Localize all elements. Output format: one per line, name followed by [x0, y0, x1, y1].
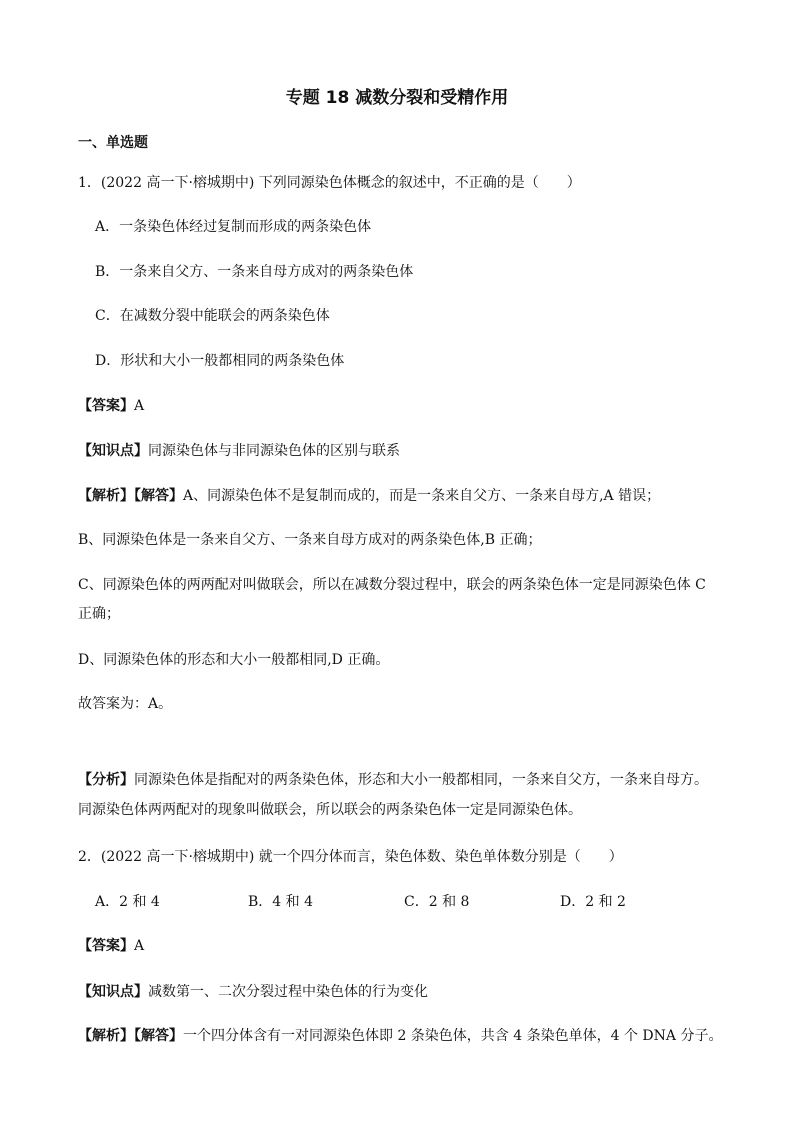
knowledge-text: 减数第一、二次分裂过程中染色体的行为变化: [148, 984, 428, 1000]
knowledge-text: 同源染色体与非同源染色体的区别与联系: [148, 443, 400, 459]
question-1-option-d: D．形状和大小一般都相同的两条染色体: [95, 353, 345, 369]
question-1-option-b: B．一条来自父方、一条来自母方成对的两条染色体: [95, 264, 414, 280]
analysis-line: D、同源染色体的形态和大小一般都相同,D 正确。: [78, 652, 390, 668]
fenxi-tag: 【分析】: [78, 772, 134, 788]
question-1-option-a: A．一条染色体经过复制而形成的两条染色体: [95, 219, 372, 235]
analysis-line: A、同源染色体不是复制而成的，而是一条来自父方、一条来自母方,A 错误；: [183, 488, 661, 504]
question-1-answer: [78, 396, 728, 416]
question-1-stem: 1．(2022 高一下·榕城期中) 下列同源染色体概念的叙述中，不正确的是（ ）: [78, 175, 581, 191]
question-2-option-c: C．2 和 8: [404, 894, 470, 910]
analysis-tag: 【解析】【解答】: [78, 1028, 183, 1044]
knowledge-tag: 【知识点】: [78, 443, 148, 459]
answer-value: A: [134, 398, 145, 414]
fenxi-line: 同源染色体两两配对的现象叫做联会，所以联会的两条染色体一定是同源染色体。: [78, 802, 582, 818]
question-2-knowledge: [78, 982, 728, 1002]
question-2-option-a: A．2 和 4: [95, 894, 160, 910]
section-heading: 一、单选题: [78, 135, 148, 151]
question-1-option-c: C．在减数分裂中能联会的两条染色体: [95, 308, 330, 324]
answer-tag: 【答案】: [78, 938, 134, 954]
question-2-analysis: [78, 1026, 728, 1046]
fenxi-line: 同源染色体是指配对的两条染色体，形态和大小一般都相同，一条来自父方，一条来自母方。: [134, 772, 708, 788]
analysis-tag: 【解析】【解答】: [78, 488, 183, 504]
analysis-line: B、同源染色体是一条来自父方、一条来自母方成对的两条染色体,B 正确；: [78, 532, 542, 548]
question-2-stem: 2．(2022 高一下·榕城期中) 就一个四分体而言，染色体数、染色单体数分别是（ ）: [78, 849, 623, 865]
knowledge-tag: 【知识点】: [78, 984, 148, 1000]
question-2-answer: [78, 936, 728, 956]
question-1-fenxi: [78, 770, 728, 790]
analysis-line: 正确；: [78, 606, 120, 622]
question-1-analysis: [78, 486, 728, 506]
analysis-line: C、同源染色体的两两配对叫做联会，所以在减数分裂过程中，联会的两条染色体一定是同源染色体 C: [78, 577, 706, 593]
question-2-option-d: D．2 和 2: [560, 894, 626, 910]
analysis-text: 一个四分体含有一对同源染色体即 2 条染色体，共含 4 条染色单体，4 个 DNA 分子。: [183, 1028, 723, 1044]
answer-tag: 【答案】: [78, 398, 134, 414]
question-2-options: [95, 892, 735, 912]
analysis-line: 故答案为：A。: [78, 696, 173, 712]
answer-value: A: [134, 938, 145, 954]
question-2-option-b: B．4 和 4: [248, 894, 314, 910]
question-1-knowledge: [78, 441, 728, 461]
page-title: 专题 18 减数分裂和受精作用: [285, 88, 509, 108]
